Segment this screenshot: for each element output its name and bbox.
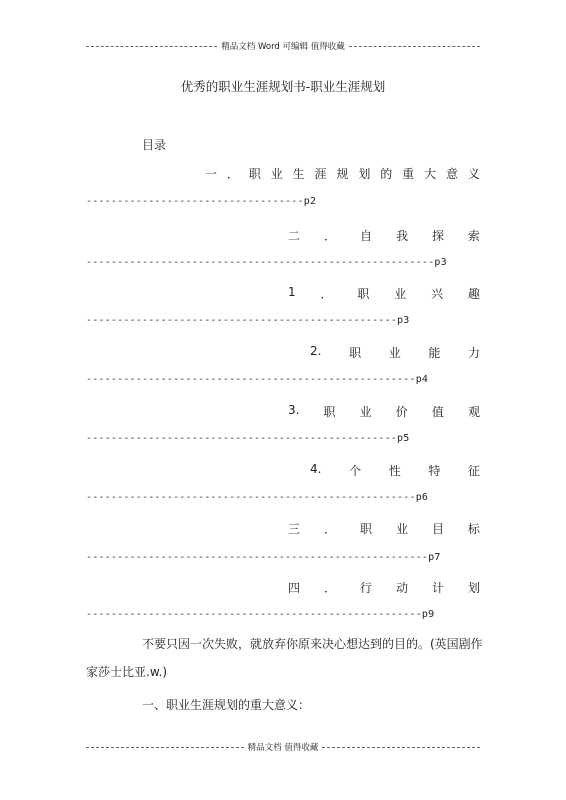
leader-dashes: ----------------------------------- — [86, 196, 304, 207]
toc-entry-char: 一 — [205, 167, 218, 181]
toc-heading: 目录 — [142, 138, 167, 152]
toc-entry-char: 个 — [349, 464, 362, 478]
toc-entry-char: 兴 — [431, 287, 444, 301]
toc-entry-char: 职 — [248, 167, 261, 181]
toc-leader-line — [86, 552, 441, 563]
toc-entry-char: 行 — [359, 581, 372, 595]
toc-entry-char: 意 — [445, 167, 458, 181]
toc-leader-line — [86, 433, 409, 444]
toc-entry-char: 业 — [388, 346, 401, 360]
toc-entry-char: 业 — [394, 287, 407, 301]
toc-page-number: p5 — [397, 433, 410, 444]
toc-entry — [310, 344, 480, 361]
footer-text: 精品文档 值得收藏 — [247, 743, 319, 753]
toc-entry-char: 生 — [292, 167, 305, 181]
leader-dashes: ----------------------------------------------------- — [86, 492, 416, 503]
toc-entry-char: 动 — [395, 581, 408, 595]
header-text: 精品文档 Word 可编辑 值得收藏 — [221, 42, 345, 52]
toc-entry — [310, 462, 480, 479]
toc-entry-char: ． — [323, 229, 336, 243]
toc-entry-char: ． — [226, 167, 239, 181]
toc-entry-char: 职 — [357, 287, 370, 301]
toc-entry-char: 划 — [358, 167, 371, 181]
toc-leader-line — [86, 315, 409, 326]
header-rule-right — [349, 46, 480, 47]
toc-entry-char: 义 — [467, 167, 480, 181]
toc-entry-char: 观 — [467, 405, 480, 419]
toc-entry — [205, 165, 480, 182]
toc-entry-char: 规 — [336, 167, 349, 181]
leader-dashes: ------------------------------------------------------ — [86, 609, 422, 620]
toc-leader-line — [86, 609, 434, 620]
toc-entry-char: 职 — [323, 405, 336, 419]
toc-entry-char: 计 — [431, 581, 444, 595]
toc-entry-char: ． — [323, 581, 336, 595]
toc-entry-char: 探 — [431, 229, 444, 243]
toc-entry-char: 3. — [288, 403, 300, 417]
toc-page-number: p6 — [415, 492, 429, 503]
toc-entry-char: 划 — [467, 581, 480, 595]
toc-entry-char: 力 — [467, 346, 480, 360]
toc-entry — [288, 227, 480, 244]
toc-page-number: p9 — [421, 609, 435, 620]
leader-dashes: ----------------------------------------------------- — [86, 374, 416, 385]
toc-entry-char: ． — [323, 522, 336, 536]
toc-entry-char: 二 — [288, 229, 301, 243]
toc-entry-char: 三 — [288, 522, 301, 536]
toc-leader-line — [86, 374, 428, 385]
page-header — [86, 40, 480, 52]
toc-leader-line — [86, 492, 428, 503]
toc-entry-char: 性 — [388, 464, 401, 478]
toc-leader-line — [86, 196, 316, 207]
leader-dashes: -------------------------------------------------------- — [86, 257, 435, 268]
footer-rule-left — [86, 747, 244, 748]
toc-entry-char: 的 — [380, 167, 393, 181]
quote-paragraph: 不要只因一次失败，就放弃你原来决心想达到的目的。(英国剧作家莎士比亚.w.) — [86, 637, 483, 679]
toc-entry-char: 索 — [467, 229, 480, 243]
toc-entry-char: 4. — [310, 462, 322, 476]
toc-entry-char: 1 — [288, 285, 296, 299]
section-heading: 一、职业生涯规划的重大意义： — [142, 698, 311, 712]
toc-page-number: p7 — [428, 552, 441, 563]
toc-entry-char: 业 — [395, 522, 408, 536]
toc-entry-char: 标 — [467, 522, 480, 536]
toc-entry-char: 趣 — [467, 287, 480, 301]
toc-leader-line — [86, 257, 447, 268]
toc-entry-char: 业 — [359, 405, 372, 419]
toc-page-number: p3 — [434, 257, 447, 268]
leader-dashes: -------------------------------------------------- — [86, 433, 398, 444]
leader-dashes: -------------------------------------------------- — [86, 315, 398, 326]
toc-entry — [288, 520, 480, 537]
toc-entry-char: 2. — [310, 344, 322, 358]
toc-entry-char: 能 — [428, 346, 441, 360]
toc-entry-char: 四 — [288, 581, 301, 595]
document-title: 优秀的职业生涯规划书-职业生涯规划 — [180, 79, 386, 94]
toc-entry-char: 我 — [395, 229, 408, 243]
toc-entry-char: 征 — [467, 464, 480, 478]
toc-entry-char: 业 — [270, 167, 283, 181]
page-footer — [86, 741, 480, 753]
toc-entry — [288, 579, 480, 596]
toc-entry-char: 价 — [395, 405, 408, 419]
toc-entry-char: 涯 — [314, 167, 327, 181]
toc-entry-char: ． — [320, 287, 333, 301]
toc-entry-char: 自 — [359, 229, 372, 243]
toc-page-number: p2 — [303, 196, 317, 207]
footer-rule-right — [322, 747, 480, 748]
header-rule-left — [86, 46, 217, 47]
leader-dashes: ------------------------------------------------------- — [86, 552, 429, 563]
toc-entry-char: 目 — [431, 522, 444, 536]
toc-entry-char: 职 — [349, 346, 362, 360]
toc-entry-char: 值 — [431, 405, 444, 419]
toc-page-number: p3 — [397, 315, 410, 326]
toc-entry-char: 特 — [428, 464, 441, 478]
toc-page-number: p4 — [415, 374, 429, 385]
toc-entry — [288, 403, 480, 420]
toc-entry-char: 大 — [424, 167, 437, 181]
toc-entry-char: 重 — [402, 167, 415, 181]
toc-entry-char: 职 — [359, 522, 372, 536]
toc-entry — [288, 285, 480, 302]
